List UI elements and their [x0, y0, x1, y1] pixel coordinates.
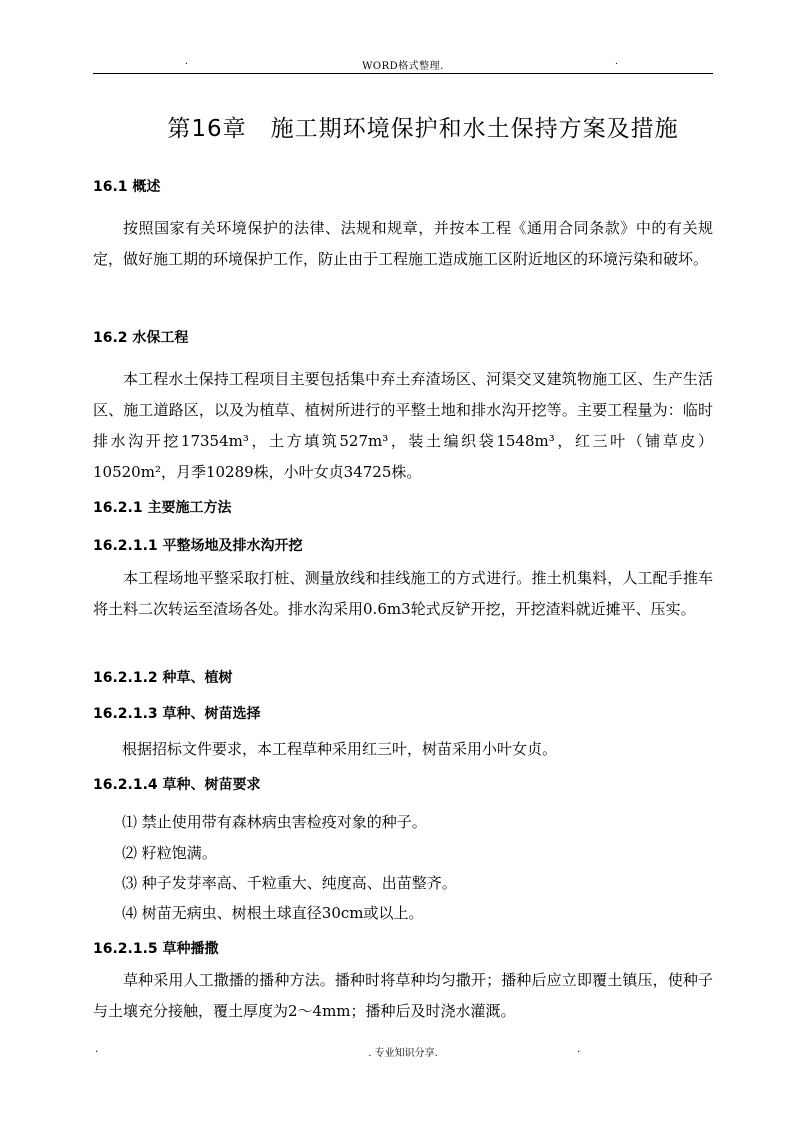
- header-text: WORD格式整理.: [362, 61, 444, 72]
- section-heading-16-2-1-4: 16.2.1.4 草种、树苗要求: [93, 777, 261, 793]
- section-heading-16-2-1-3: 16.2.1.3 草种、树苗选择: [93, 706, 261, 722]
- section-heading-16-2: 16.2 水保工程: [93, 330, 189, 346]
- section-16-2-paragraph: 本工程水土保持工程项目主要包括集中弃土弃渣场区、河渠交叉建筑物施工区、生产生活区、施工道路区，以及为植草、植树所进行的平整土地和排水沟开挖等。主要工程量为：临时排水沟开挖17354m³，土方填筑527m³，装土编织袋1548m³，红三叶（铺草皮）10520m²，月季10289株，小叶女贞34725株。: [93, 370, 713, 481]
- section-heading-16-2-1-5: 16.2.1.5 草种播撒: [93, 941, 219, 957]
- footer-left-mark: .: [95, 1044, 99, 1055]
- header-left-mark: .: [185, 57, 188, 67]
- chapter-title: 第16章 施工期环境保护和水土保持方案及措施: [167, 116, 679, 142]
- page-header: [93, 55, 713, 73]
- section-16-1-paragraph: 按照国家有关环境保护的法律、法规和规章，并按本工程《通用合同条款》中的有关规定，做好施工期的环境保护工作，防止由于工程施工造成施工区附近地区的环境污染和破坏。: [93, 219, 713, 268]
- section-heading-16-2-1: 16.2.1 主要施工方法: [93, 500, 232, 516]
- requirement-item-2: ⑵ 籽粒饱满。: [122, 844, 217, 862]
- section-heading-16-2-1-1: 16.2.1.1 平整场地及排水沟开挖: [93, 538, 303, 554]
- page-footer: [93, 1044, 713, 1060]
- section-16-2-1-3-paragraph: 根据招标文件要求，本工程草种采用红三叶，树苗采用小叶女贞。: [122, 740, 558, 758]
- section-16-2-1-1-paragraph: 本工程场地平整采取打桩、测量放线和挂线施工的方式进行。推土机集料，人工配手推车将土料二次转运至渣场各处。排水沟采用0.6m3轮式反铲开挖，开挖渣料就近摊平、压实。: [93, 569, 713, 618]
- section-heading-16-2-1-2: 16.2.1.2 种草、植树: [93, 670, 233, 686]
- footer-right-mark: .: [577, 1044, 581, 1055]
- header-right-mark: .: [615, 57, 618, 67]
- section-16-2-1-5-paragraph: 草种采用人工撒播的播种方法。播种时将草种均匀撒开；播种后应立即覆土镇压，使种子与土壤充分接触，覆土厚度为2～4mm；播种后及时浇水灌溉。: [93, 971, 713, 1020]
- requirement-item-1: ⑴ 禁止使用带有森林病虫害检疫对象的种子。: [122, 813, 427, 831]
- footer-text: . 专业知识分享.: [368, 1048, 438, 1059]
- requirement-item-3: ⑶ 种子发芽率高、千粒重大、纯度高、出苗整齐。: [122, 874, 457, 892]
- section-heading-16-1: 16.1 概述: [93, 179, 161, 195]
- requirement-item-4: ⑷ 树苗无病虫、树根土球直径30cm或以上。: [122, 904, 424, 922]
- header-rule: [93, 73, 713, 74]
